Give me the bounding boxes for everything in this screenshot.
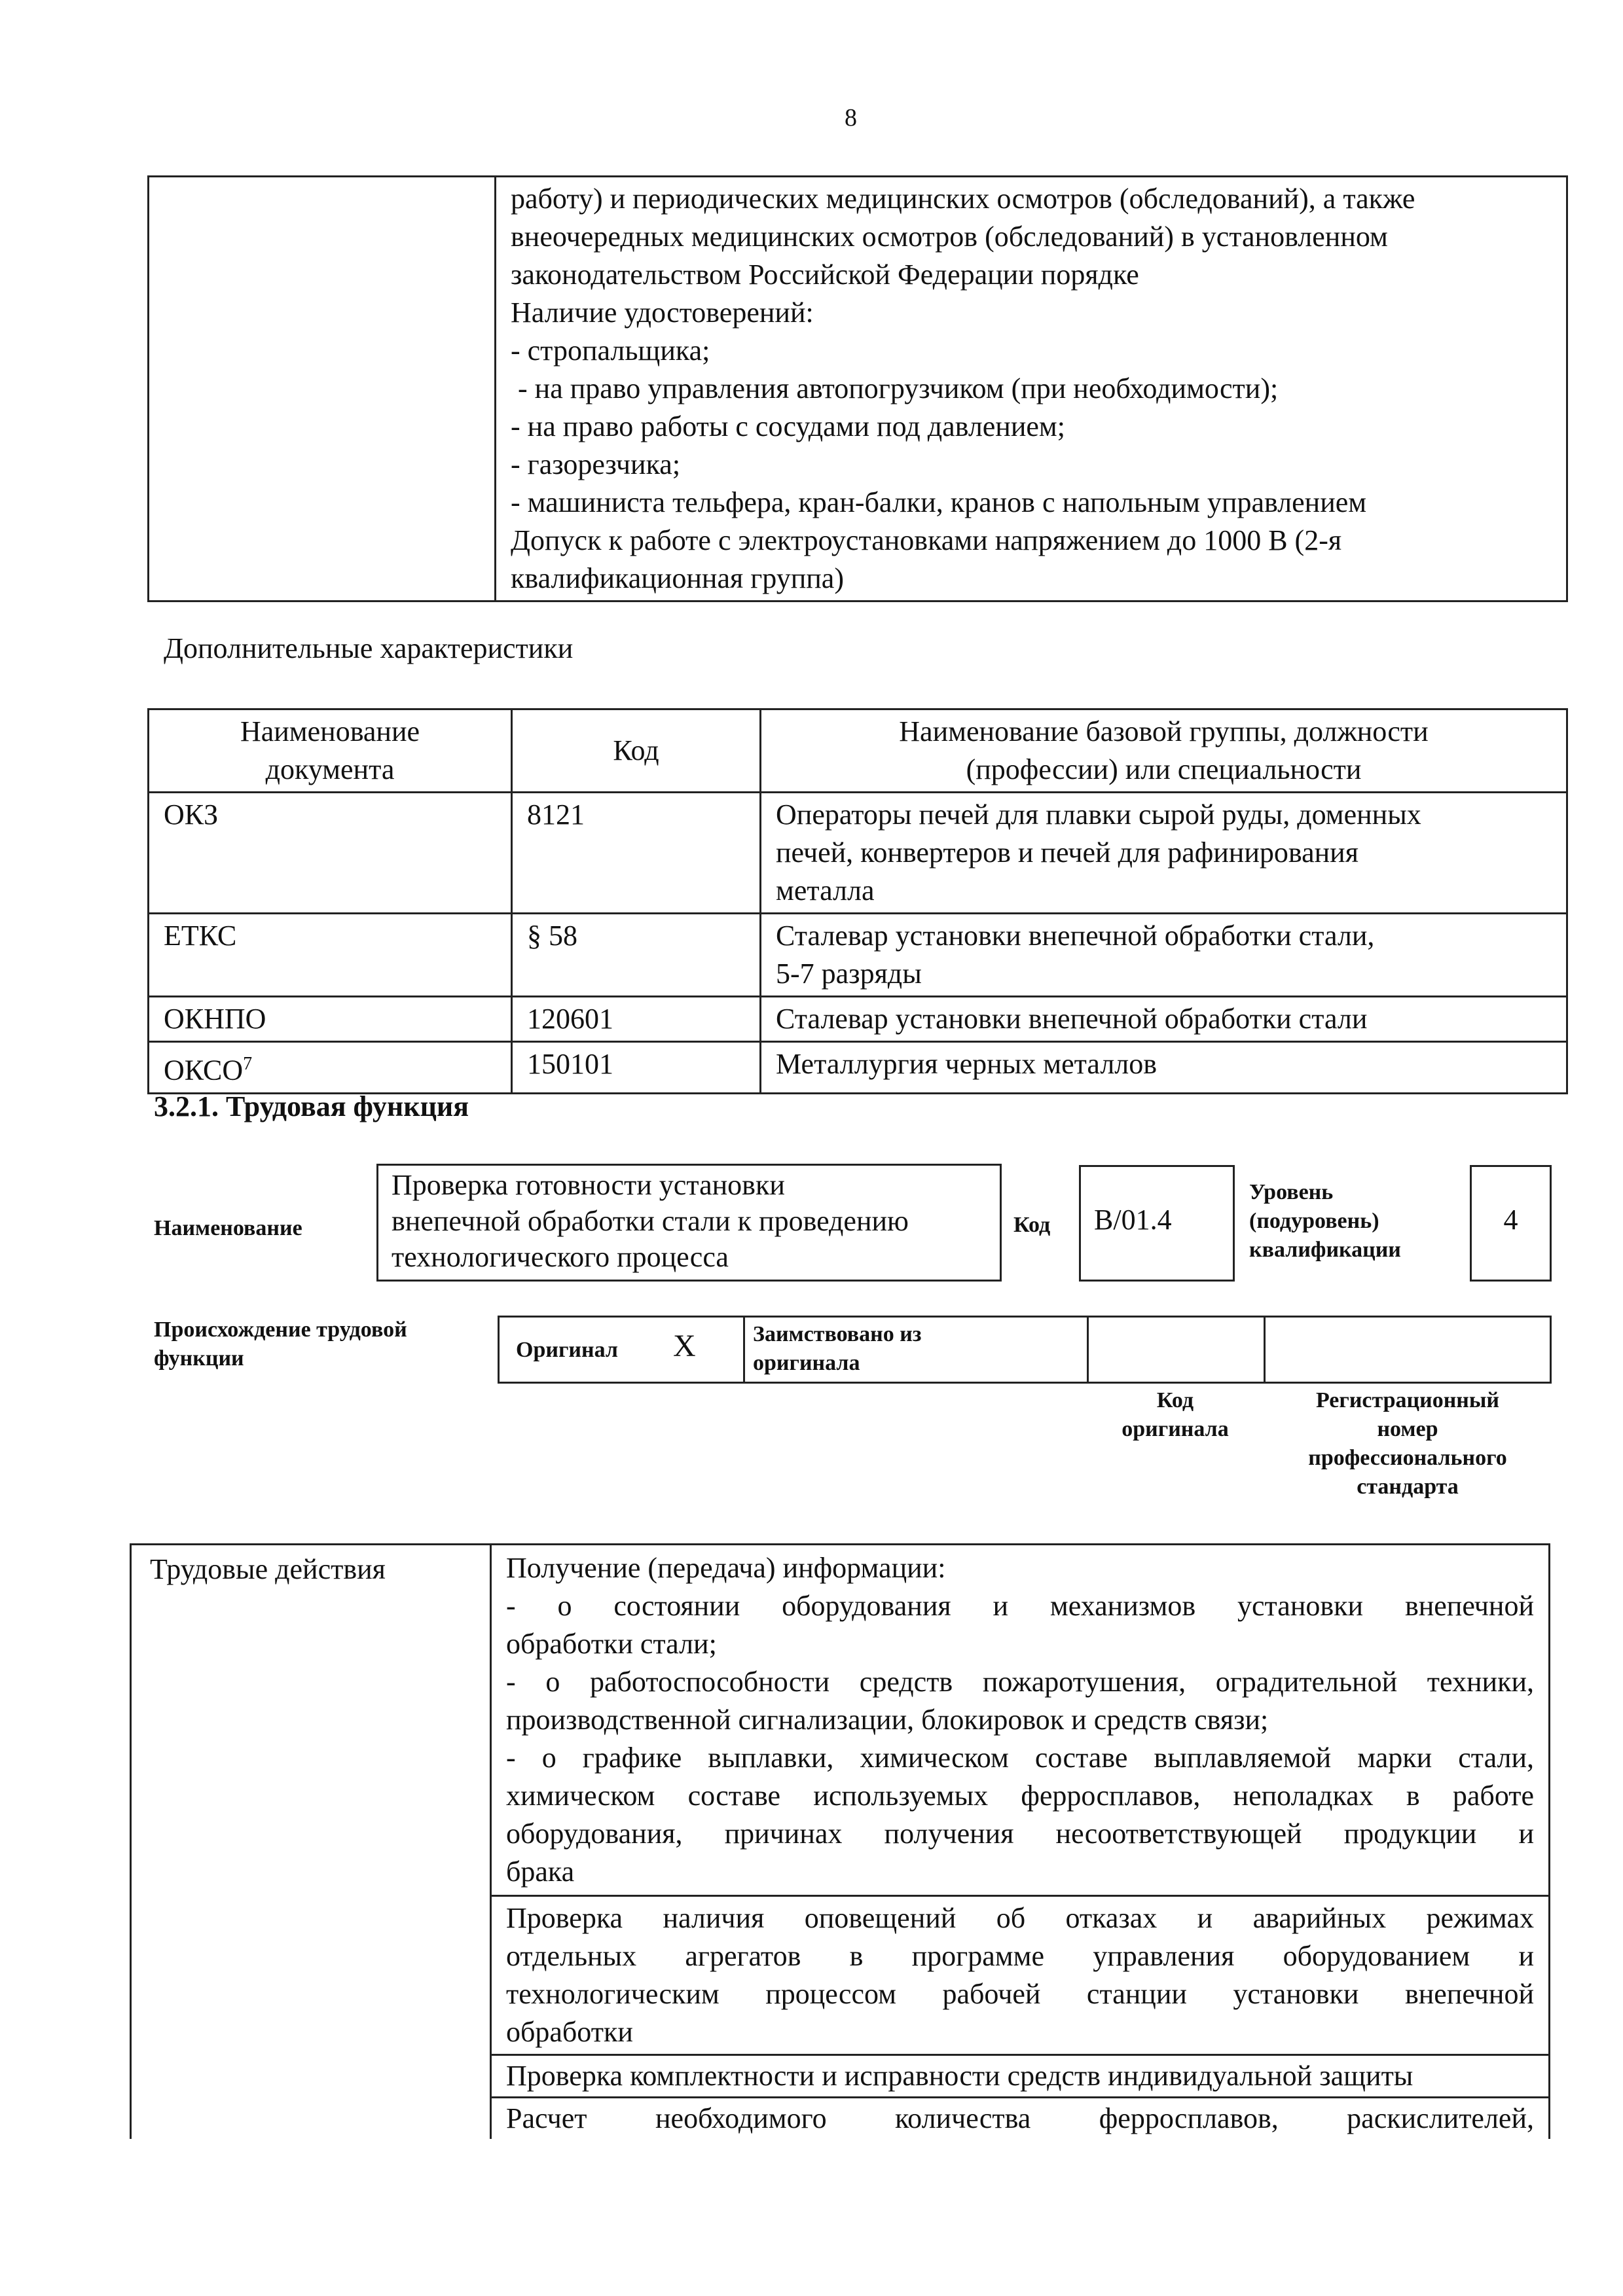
actions-label: Трудовые действия [131,1545,491,2140]
requirements-line: - машиниста тельфера, кран-балки, кранов с напольным управлением [511,486,1367,518]
requirements-left-cell [149,177,496,601]
table-row [149,793,1567,914]
original-cell: Оригинал X [500,1318,745,1382]
row-code: 150101 [512,1042,761,1094]
requirements-line: Наличие удостоверений: [511,296,814,329]
row-name: Сталевар установки внепечной обработки стали [761,997,1567,1042]
requirements-text-cell [496,177,1567,601]
header-name: Наименование базовой группы, должности (профессии) или специальности [761,709,1567,793]
action-block: Расчет необходимого количества ферросплавов, раскислителей, [491,2098,1550,2140]
requirements-line: - на право работы с сосудами под давлением; [511,410,1065,442]
row-doc: ОКСО$^7$ [149,1042,512,1094]
row-code: 8121 [512,793,761,914]
function-code-box: B/01.4 [1079,1165,1235,1282]
action-block: Проверка наличия оповещений об отказах и аварийных режимах отдельных агрегатов в программе управления оборудованием и технологическим процессом рабочей станции установки внепечной обработки [491,1896,1550,2055]
function-name-label: Наименование [154,1216,302,1240]
footnote-ref: 7 [243,1054,253,1074]
row-doc: ОКЗ [149,793,512,914]
additional-header-row [149,709,1567,793]
level-label: Уровень (подуровень) квалификации [1249,1180,1401,1262]
action-block: Получение (передача) информации: - о состоянии оборудования и механизмов установки внепечной обработки стали; - о работоспособности средств пожаротушения, оградительной техники, производственной сигнализации, блокировок и средств связи; - о графике выплавки, химическом составе выплавляемой марки стали, химическом составе используемых ферросплавов, неполадках в работе оборудования, причинах получения несоответствующей продукции и брака [491,1545,1550,1896]
additional-table [147,708,1568,1094]
table-row [149,997,1567,1042]
table-row [149,914,1567,997]
origin-label: Происхождение трудовой функции [154,1318,407,1371]
requirements-table [147,175,1568,602]
additional-title: Дополнительные характеристики [164,632,574,664]
page-number: 8 [845,104,857,132]
row-doc: ЕТКС [149,914,512,997]
requirements-line: Допуск к работе с электроустановками напряжением до 1000 В (2-я [511,524,1342,556]
borrowed-cell: Заимствовано из оригинала [745,1318,1089,1382]
requirements-line: - на право управления автопогрузчиком (при необходимости); [511,372,1279,404]
requirements-line: квалификационная группа) [511,562,844,594]
requirements-line: - стропальщика; [511,334,710,367]
requirements-line: работу) и периодических медицинских осмотров (обследований), а также [511,183,1415,215]
row-doc: ОКНПО [149,997,512,1042]
table-row [149,1042,1567,1094]
header-code: Код [512,709,761,793]
origin-table [498,1316,1552,1384]
requirements-line: законодательством Российской Федерации порядке [511,259,1139,291]
function-heading: 3.2.1. Трудовая функция [154,1090,469,1122]
original-mark: X [673,1329,696,1363]
level-box: 4 [1470,1165,1552,1282]
requirements-line: - газорезчика; [511,448,681,480]
header-document: Наименование документа [149,709,512,793]
row-name: Металлургия черных металлов [761,1042,1567,1094]
code-original-cell [1089,1318,1266,1382]
function-name-box: Проверка готовности установки внепечной обработки стали к проведению технологического процесса [376,1164,1002,1282]
requirements-line: внеочередных медицинских осмотров (обследований) в установленном [511,221,1388,253]
row-code: § 58 [512,914,761,997]
actions-table [130,1543,1550,2139]
code-original-caption: Код оригинала [1122,1388,1229,1441]
row-name: Сталевар установки внепечной обработки стали, 5-7 разряды [761,914,1567,997]
reg-number-caption: Регистрационный номер профессионального стандарта [1308,1388,1507,1499]
action-block: Проверка комплектности и исправности средств индивидуальной защиты [491,2055,1550,2098]
row-name: Операторы печей для плавки сырой руды, доменных печей, конвертеров и печей для рафинирования металла [761,793,1567,914]
function-code-label: Код [1013,1213,1051,1237]
row-code: 120601 [512,997,761,1042]
